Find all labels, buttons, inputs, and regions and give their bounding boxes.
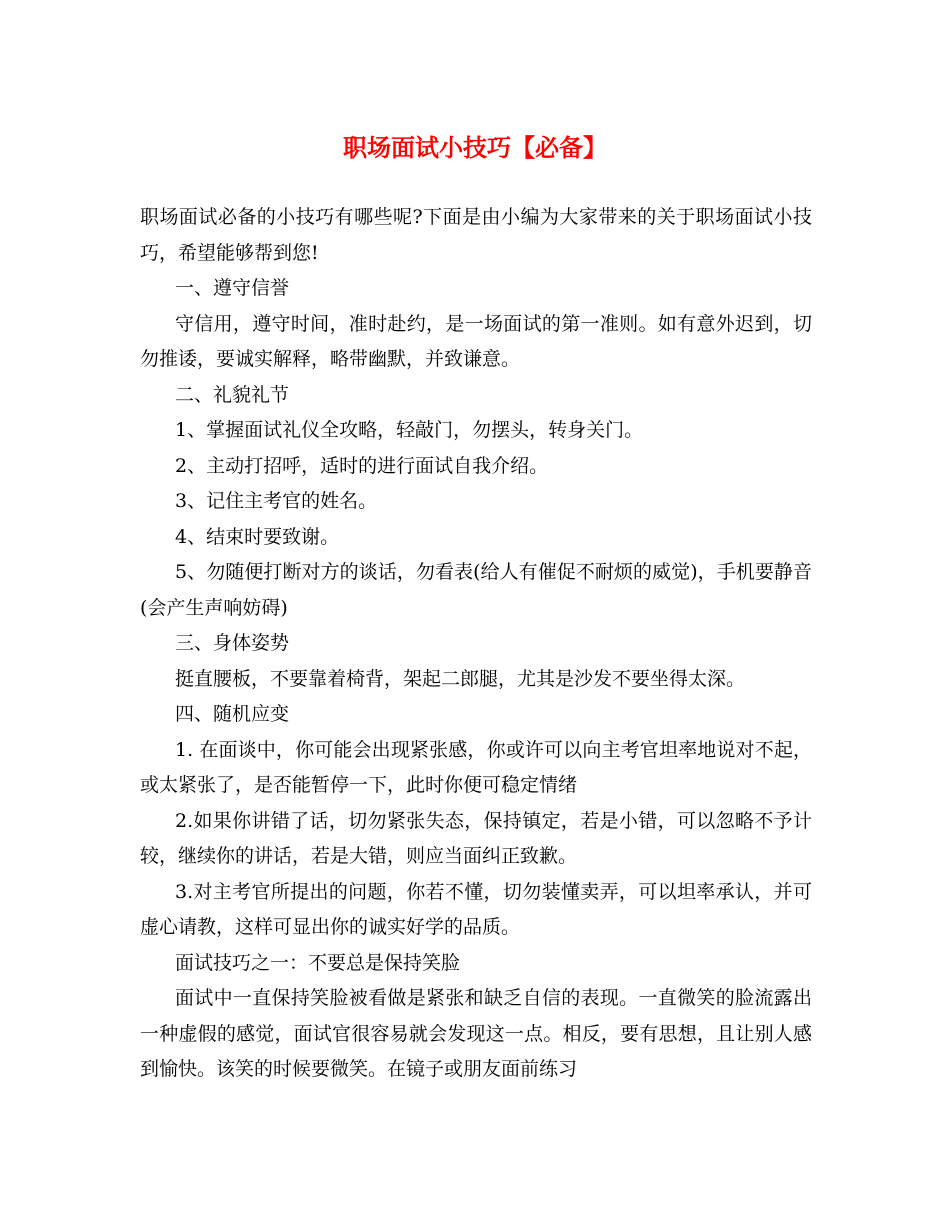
document-body bbox=[140, 200, 812, 1088]
section-heading-3: 三、身体姿势 bbox=[175, 632, 290, 654]
section-heading-2: 二、礼貌礼节 bbox=[175, 383, 290, 406]
section-heading-1: 一、遵守信誉 bbox=[175, 277, 290, 299]
list-item: 3.对主考官所提出的问题，你若不懂，切勿装懂卖弄，可以坦率承认，并可虚心请教，这样可显出你的诚实好学的品质。 bbox=[140, 880, 812, 938]
paragraph: 挺直腰板，不要靠着椅背，架起二郎腿，尤其是沙发不要坐得太深。 bbox=[175, 667, 746, 690]
intro-paragraph: 职场面试必备的小技巧有哪些呢?下面是由小编为大家带来的关于职场面试小技巧，希望能够帮到您! bbox=[140, 206, 812, 264]
list-item: 3、记住主考官的姓名。 bbox=[175, 490, 378, 512]
paragraph: 面试中一直保持笑脸被看做是紧张和缺乏自信的表现。一直微笑的脸流露出一种虚假的感觉，面试官很容易就会发现这一点。相反，要有思想，且让别人感到愉快。该笑的时候要微笑。在镜子或朋友面前练习 bbox=[140, 987, 812, 1080]
list-item: 2、主动打招呼，适时的进行面试自我介绍。 bbox=[175, 454, 549, 477]
paragraph: 守信用，遵守时间，准时赴约，是一场面试的第一准则。如有意外迟到，切勿推诿，要诚实解释，略带幽默，并致谦意。 bbox=[140, 312, 812, 370]
list-item: 5、勿随便打断对方的谈话，勿看表(给人有催促不耐烦的威觉)，手机要静音(会产生声响妨碍) bbox=[140, 561, 812, 619]
section-heading-4: 四、随机应变 bbox=[175, 703, 290, 725]
list-item: 1. 在面谈中，你可能会出现紧张感，你或许可以向主考官坦率地说对不起，或太紧张了，是否能暂停一下，此时你便可稳定情绪 bbox=[140, 738, 812, 796]
list-item: 1、掌握面试礼仪全攻略，轻敲门，勿摆头，转身关门。 bbox=[175, 419, 644, 441]
list-item: 2.如果你讲错了话，切勿紧张失态，保持镇定，若是小错，可以忽略不予计 较，继续你的讲话，若是大错，则应当面纠正致歉。 bbox=[140, 809, 812, 867]
subsection-heading: 面试技巧之一：不要总是保持笑脸 bbox=[175, 951, 461, 974]
list-item: 4、结束时要致谢。 bbox=[175, 525, 340, 548]
document-title: 职场面试小技巧【必备】 bbox=[343, 133, 607, 162]
